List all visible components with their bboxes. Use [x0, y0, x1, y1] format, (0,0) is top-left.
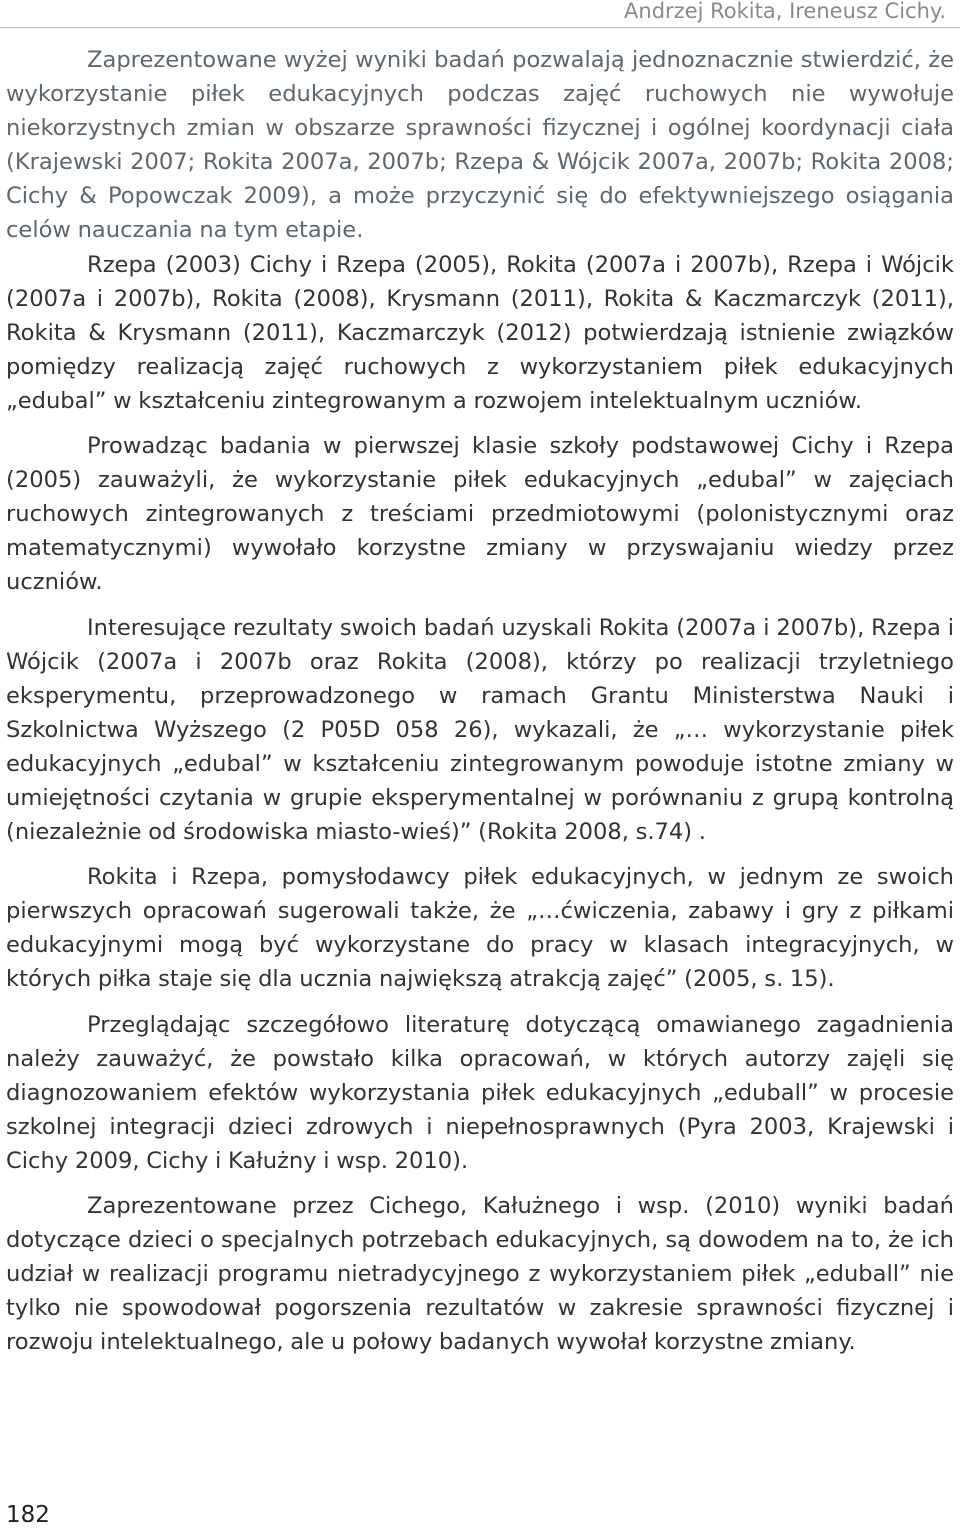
paragraph-6: Przeglądając szczegółowo literaturę dotyczącą omawianego zagadnienia należy zauważyć, że powstało kilka opracowań, w których autorzy zajęli się diagnozowaniem efektów wykorzystania piłek edukacyjnych „eduball” w procesie szkolnej integracji dzieci zdrowych i niepełnosprawnych (Pyra 2003, Krajewski i Cichy 2009, Cichy i Kałużny i wsp. 2010).	[6, 1011, 954, 1174]
paragraph-3: Prowadząc badania w pierwszej klasie szkoły podstawowej Cichy i Rzepa (2005) zauważyli, że wykorzystanie piłek edukacyjnych „edubal” w zajęciach ruchowych zintegrowanych z treściami przedmiotowymi (polonistycznymi oraz matematycznymi) wywołało korzystne zmiany w przyswajaniu wiedzy przez uczniów.	[6, 433, 954, 596]
header-rule	[0, 27, 960, 28]
paragraph-4: Interesujące rezultaty swoich badań uzyskali Rokita (2007a i 2007b), Rzepa i Wójcik (2007a i 2007b oraz Rokita (2008), którzy po realizacji trzyletniego eksperymentu, przeprowadzonego w ramach Grantu Ministerstwa Nauki i Szkolnictwa Wyższego (2 P05D 058 26), wykazali, że „… wykorzystanie piłek edukacyjnych „edubal” w kształceniu zintegrowanym powoduje istotne zmiany w umiejętności czytania w grupie eksperymentalnej w porównaniu z grupą kontrolną (niezależnie od środowiska miasto-wieś)” (Rokita 2008, s.74) .	[6, 614, 954, 846]
paragraph-1: Zaprezentowane wyżej wyniki badań pozwalają jednoznacznie stwierdzić, że wykorzystanie piłek edukacyjnych podczas zajęć ruchowych nie wywołuje niekorzystnych zmian w obszarze sprawności fizycznej i ogólnej koordynacji ciała (Krajewski 2007; Rokita 2007a, 2007b; Rzepa & Wójcik 2007a, 2007b; Rokita 2008; Cichy & Popowczak 2009), a może przyczynić się do efektywniejszego osiągania celów nauczania na tym etapie.	[6, 47, 954, 244]
running-head: Andrzej Rokita, Ireneusz Cichy.	[624, 0, 946, 23]
page-number: 182	[6, 1502, 50, 1528]
article-body	[6, 43, 954, 1359]
paragraph-5: Rokita i Rzepa, pomysłodawcy piłek edukacyjnych, w jednym ze swoich pierwszych opracowań sugerowali także, że „…ćwiczenia, zabawy i gry z piłkami edukacyjnymi mogą być wykorzystane do pracy w klasach integracyjnych, w których piłka staje się dla ucznia największą atrakcją zajęć” (2005, s. 15).	[6, 864, 954, 993]
paragraph-7: Zaprezentowane przez Cichego, Kałużnego i wsp. (2010) wyniki badań dotyczące dzieci o specjalnych potrzebach edukacyjnych, są dowodem na to, że ich udział w realizacji programu nietradycyjnego z wykorzystaniem piłek „eduball” nie tylko nie spowodował pogorszenia rezultatów w zakresie sprawności fizycznej i rozwoju intelektualnego, ale u połowy badanych wywołał korzystne zmiany.	[6, 1193, 954, 1356]
paragraph-2: Rzepa (2003) Cichy i Rzepa (2005), Rokita (2007a i 2007b), Rzepa i Wójcik (2007a i 2007b), Rokita (2008), Krysmann (2011), Rokita & Kaczmarczyk (2011), Rokita & Krysmann (2011), Kaczmarczyk (2012) potwierdzają istnienie związków pomiędzy realizacją zajęć ruchowych z wykorzystaniem piłek edukacyjnych „edubal” w kształceniu zintegrowanym a rozwojem intelektualnym uczniów.	[6, 251, 954, 414]
